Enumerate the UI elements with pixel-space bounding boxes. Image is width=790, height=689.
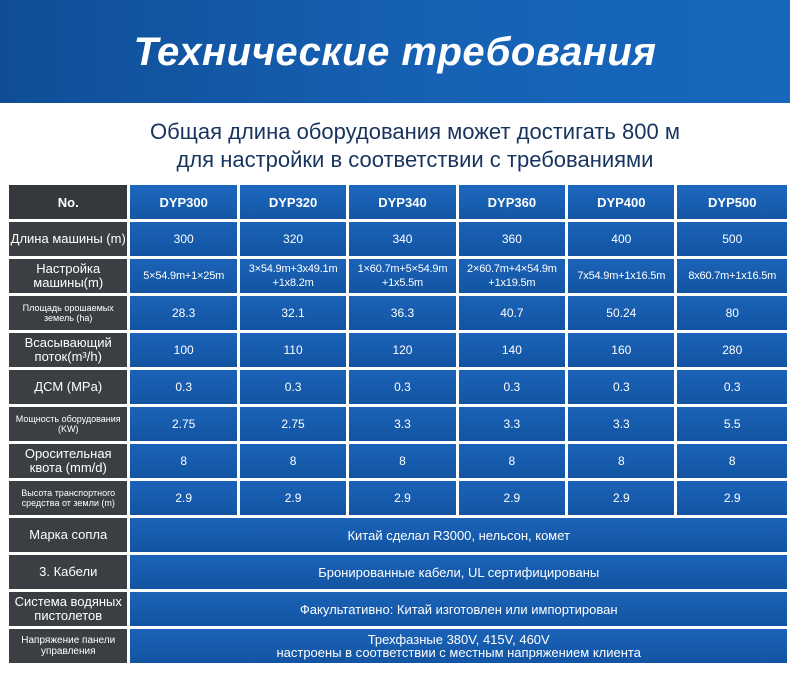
table-row — [9, 444, 787, 478]
table-cell: 5×54.9m+1×25m — [130, 259, 236, 293]
table-row — [9, 592, 787, 626]
table-cell-span: Факультативно: Китай изготовлен или импортирован — [130, 592, 787, 626]
table-cell: 3×54.9m+3x49.1m +1x8.2m — [240, 259, 346, 293]
table-cell: 2.9 — [568, 481, 674, 515]
table-cell: 400 — [568, 222, 674, 256]
table-row — [9, 481, 787, 515]
table-cell: 8 — [240, 444, 346, 478]
row-label: ДСМ (MPa) — [9, 370, 127, 404]
row-label: Всасывающий поток(m³/h) — [9, 333, 127, 367]
table-cell: 340 — [349, 222, 455, 256]
table-cell: 3.3 — [568, 407, 674, 441]
table-cell: 300 — [130, 222, 236, 256]
table-row — [9, 333, 787, 367]
table-cell: 100 — [130, 333, 236, 367]
table-cell: 2.75 — [240, 407, 346, 441]
table-cell-span: Китай сделал R3000, нельсон, комет — [130, 518, 787, 552]
table-cell: 0.3 — [459, 370, 565, 404]
table-cell: 8x60.7m+1x16.5m — [677, 259, 787, 293]
page-title: Технические требования — [133, 30, 657, 74]
spec-table — [6, 182, 790, 666]
table-cell: 2.9 — [677, 481, 787, 515]
table-cell: 320 — [240, 222, 346, 256]
table-cell: 0.3 — [568, 370, 674, 404]
table-cell: 80 — [677, 296, 787, 330]
table-cell: 8 — [677, 444, 787, 478]
row-label: Высота транспортного средства от земли (m) — [9, 481, 127, 515]
table-cell: 110 — [240, 333, 346, 367]
subtitle-line-2: для настройки в соответствии с требованиями — [176, 147, 654, 172]
row-label: Настройка машины(m) — [9, 259, 127, 293]
table-row — [9, 629, 787, 663]
subtitle — [60, 118, 770, 174]
voltage-line-1: Трехфазные 380V, 415V, 460V — [367, 632, 550, 647]
table-cell: 360 — [459, 222, 565, 256]
table-cell: 2.9 — [130, 481, 236, 515]
table-cell-span: Бронированные кабели, UL сертифицированы — [130, 555, 787, 589]
table-cell: 50.24 — [568, 296, 674, 330]
table-cell: 7x54.9m+1x16.5m — [568, 259, 674, 293]
table-row — [9, 407, 787, 441]
table-cell: 0.3 — [677, 370, 787, 404]
table-header-row — [9, 185, 787, 219]
table-cell: 2.9 — [349, 481, 455, 515]
row-label: Длина машины (m) — [9, 222, 127, 256]
table-cell: 140 — [459, 333, 565, 367]
table-cell: 120 — [349, 333, 455, 367]
row-label: Оросительная квота (mm/d) — [9, 444, 127, 478]
table-cell: 8 — [568, 444, 674, 478]
subtitle-line-1: Общая длина оборудования может достигать 800 м — [150, 119, 680, 144]
row-label: Система водяных пистолетов — [9, 592, 127, 626]
table-cell: 32.1 — [240, 296, 346, 330]
corner-header: No. — [9, 185, 127, 219]
model-header: DYP320 — [240, 185, 346, 219]
table-cell: 8 — [130, 444, 236, 478]
row-label: Мощность оборудования (KW) — [9, 407, 127, 441]
table-row — [9, 555, 787, 589]
model-header: DYP400 — [568, 185, 674, 219]
table-cell: 40.7 — [459, 296, 565, 330]
model-header: DYP360 — [459, 185, 565, 219]
model-header: DYP300 — [130, 185, 236, 219]
table-row — [9, 370, 787, 404]
table-cell: 160 — [568, 333, 674, 367]
table-cell: 3.3 — [349, 407, 455, 441]
table-cell: 2.75 — [130, 407, 236, 441]
model-header: DYP340 — [349, 185, 455, 219]
table-cell: 500 — [677, 222, 787, 256]
title-banner — [0, 0, 790, 103]
table-cell: 36.3 — [349, 296, 455, 330]
table-row — [9, 296, 787, 330]
table-cell: 0.3 — [240, 370, 346, 404]
table-cell: 2.9 — [240, 481, 346, 515]
row-label: Площадь орошаемых земель (ha) — [9, 296, 127, 330]
table-cell: 2.9 — [459, 481, 565, 515]
table-cell: 3.3 — [459, 407, 565, 441]
table-row — [9, 259, 787, 293]
table-cell: 2×60.7m+4×54.9m +1x19.5m — [459, 259, 565, 293]
table-cell: 5.5 — [677, 407, 787, 441]
row-label: Марка сопла — [9, 518, 127, 552]
table-cell: 28.3 — [130, 296, 236, 330]
table-cell: 1×60.7m+5×54.9m +1x5.5m — [349, 259, 455, 293]
row-label: Напряжение панели управления — [9, 629, 127, 663]
table-cell: 0.3 — [349, 370, 455, 404]
row-label: 3. Кабели — [9, 555, 127, 589]
table-cell: 8 — [349, 444, 455, 478]
table-row — [9, 518, 787, 552]
table-cell: 8 — [459, 444, 565, 478]
voltage-line-2: настроены в соответствии с местным напряжением клиента — [276, 645, 641, 660]
table-cell: 280 — [677, 333, 787, 367]
table-cell-span — [130, 629, 787, 663]
model-header: DYP500 — [677, 185, 787, 219]
table-cell: 0.3 — [130, 370, 236, 404]
table-row — [9, 222, 787, 256]
